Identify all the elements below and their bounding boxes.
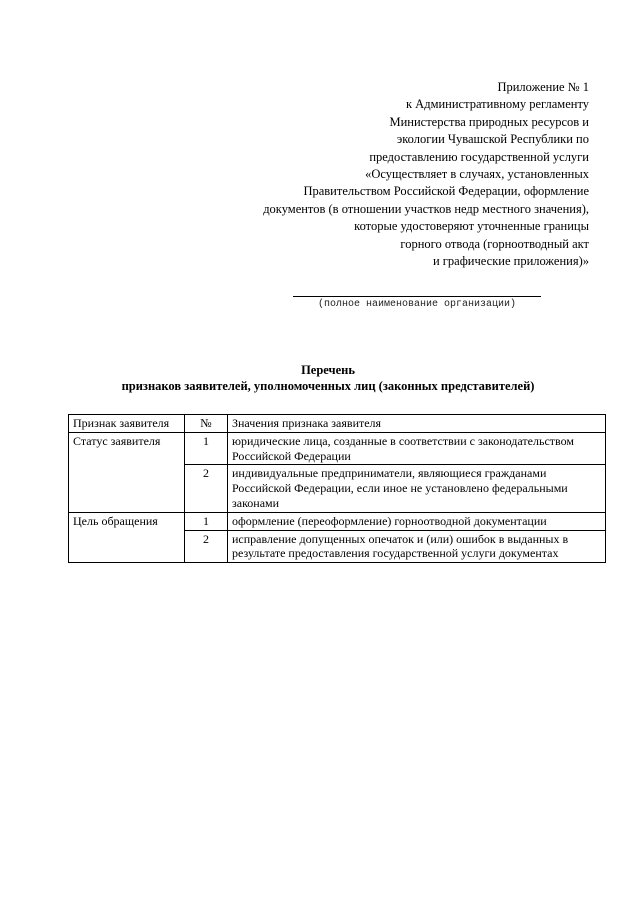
annex-line: Правительством Российской Федерации, оформление bbox=[303, 184, 589, 199]
annex-line: предоставлению государственной услуги bbox=[369, 149, 589, 164]
features-table bbox=[68, 414, 606, 563]
annex-line: Приложение № 1 bbox=[497, 80, 589, 94]
annex-header bbox=[169, 79, 589, 270]
annex-line: «Осуществляет в случаях, установленных bbox=[365, 167, 589, 182]
organization-field bbox=[293, 296, 541, 310]
number-cell: 1 bbox=[185, 512, 228, 530]
header-value: Значения признака заявителя bbox=[228, 415, 606, 433]
feature-cell: Цель обращения bbox=[69, 512, 185, 562]
annex-line: горного отвода (горноотводный акт bbox=[400, 236, 589, 251]
header-number: № bbox=[185, 415, 228, 433]
heading-subtitle: признаков заявителей, уполномоченных лиц (законных представителей) bbox=[121, 379, 535, 393]
annex-line: и графические приложения)» bbox=[432, 254, 589, 269]
organization-underline bbox=[293, 296, 541, 297]
number-cell: 1 bbox=[185, 432, 228, 465]
header-feature: Признак заявителя bbox=[69, 415, 185, 433]
value-cell: оформление (переоформление) горноотводной документации bbox=[228, 512, 606, 530]
table-row bbox=[69, 512, 606, 530]
annex-line: которые удостоверяют уточненные границы bbox=[354, 219, 589, 234]
number-cell: 2 bbox=[185, 465, 228, 512]
annex-line: Министерства природных ресурсов и bbox=[389, 114, 589, 129]
value-cell: юридические лица, созданные в соответствии с законодательством Российской Федерации bbox=[228, 432, 606, 465]
value-cell: исправление допущенных опечаток и (или) ошибок в выданных в результате предоставления государственной услуги документах bbox=[228, 530, 606, 563]
table-header-row bbox=[69, 415, 606, 433]
value-cell: индивидуальные предприниматели, являющиеся гражданами Российской Федерации, если иное не установлено федеральными законами bbox=[228, 465, 606, 512]
document-heading bbox=[0, 362, 640, 394]
number-cell: 2 bbox=[185, 530, 228, 563]
table-row bbox=[69, 432, 606, 465]
organization-caption: (полное наименование организации) bbox=[317, 299, 517, 310]
annex-line: к Административному регламенту bbox=[405, 97, 589, 112]
feature-cell: Статус заявителя bbox=[69, 432, 185, 512]
annex-line: экологии Чувашской Республики по bbox=[396, 132, 589, 147]
annex-line: документов (в отношении участков недр местного значения), bbox=[263, 201, 589, 216]
heading-title: Перечень bbox=[301, 363, 355, 377]
